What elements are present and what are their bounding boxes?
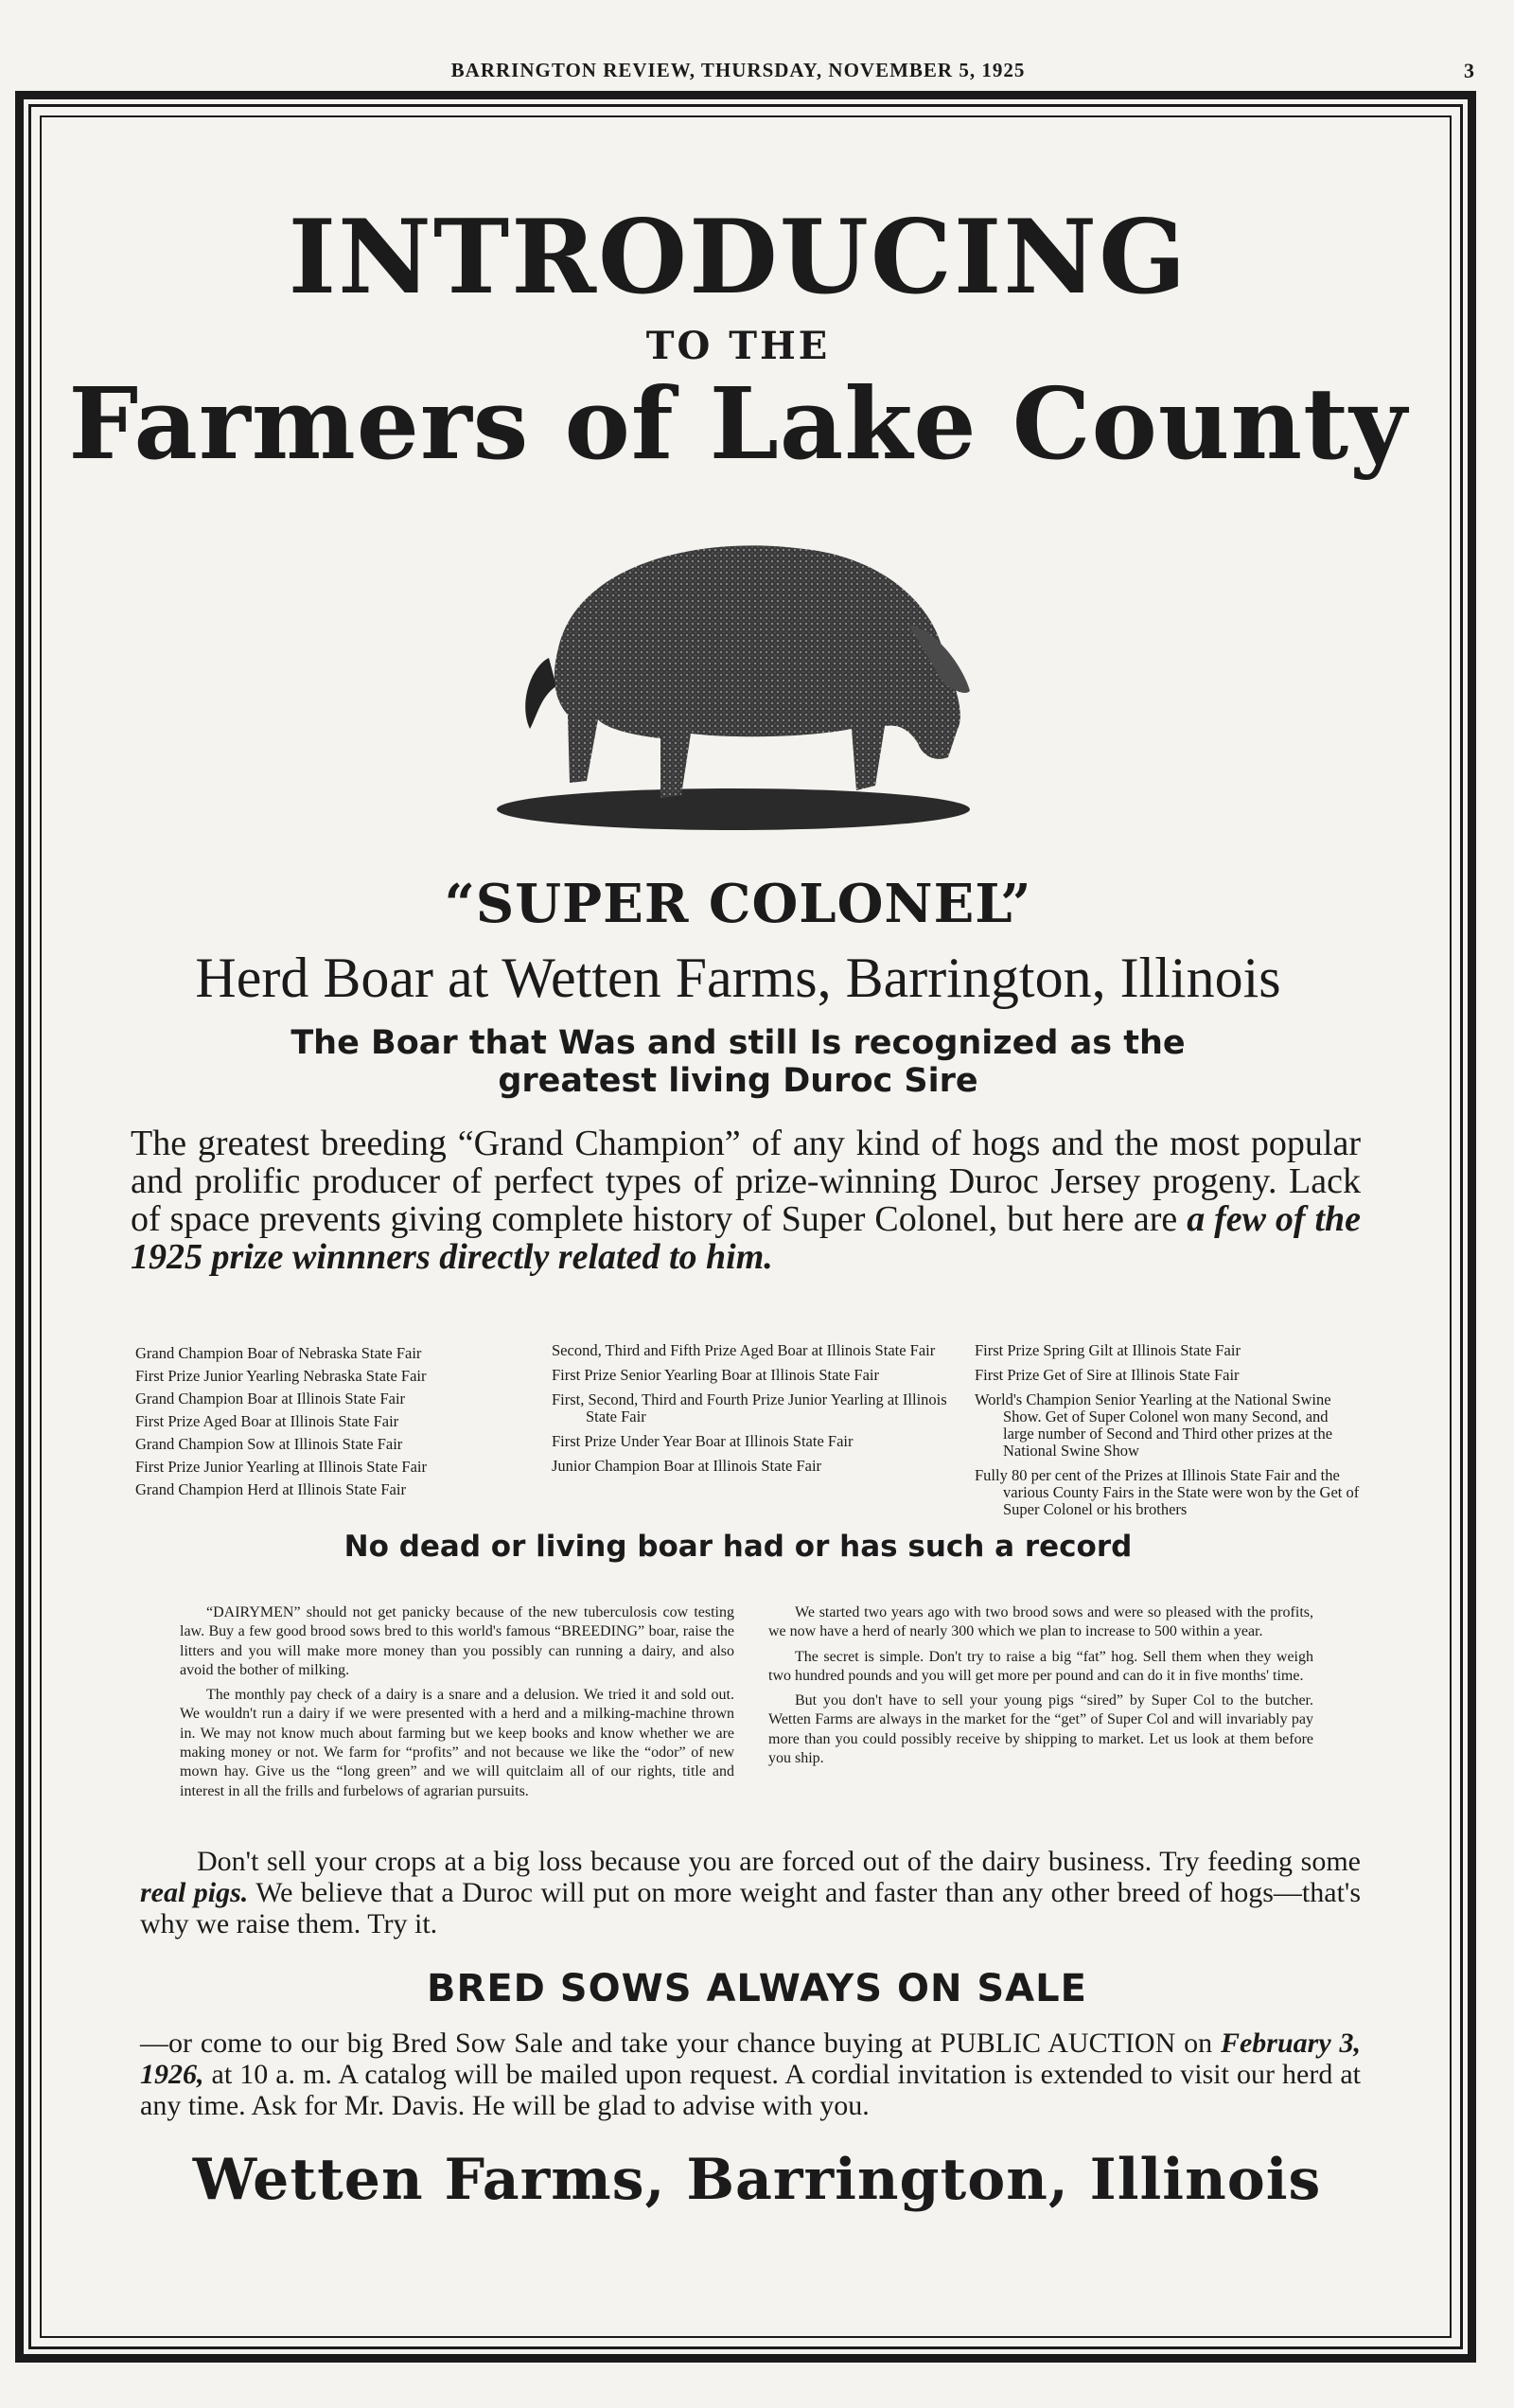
- intro-paragraph: [131, 1124, 1361, 1276]
- footer-farm-name: Wetten Farms, Barrington, Illinois: [192, 2147, 1322, 2213]
- page-number: 3: [1464, 59, 1474, 82]
- auction-text-end: at 10 a. m. A catalog will be mailed upon request. A cordial invitation is extended to visit our herd at any time. Ask for Mr. Davis. He will be glad to advise with you.: [140, 2059, 1361, 2121]
- masthead-title: BARRINGTON REVIEW, THURSDAY, NOVEMBER 5, 1925: [450, 59, 1026, 81]
- auction-text: —or come to our big Bred Sow Sale and take your chance buying at PUBLIC AUCTION on: [140, 2027, 1213, 2059]
- recognized-heading: The Boar that Was and still Is recognized as the greatest living Duroc Sire: [290, 1024, 1186, 1101]
- crops-text: Don't sell your crops at a big loss because you are forced out of the dairy business. Try feeding some: [197, 1846, 1361, 1877]
- crops-paragraph: [140, 1846, 1361, 1939]
- body-column-right: [768, 1603, 1313, 1774]
- prize-item: First, Second, Third and Fourth Prize Junior Yearling at Illinois State Fair: [552, 1390, 947, 1425]
- intro-emphasis: a few of the 1925 prize winnners directly related to him.: [131, 1199, 1362, 1277]
- auction-date: February 3, 1926,: [140, 2027, 1361, 2090]
- body-column-left: [180, 1603, 734, 1807]
- body-paragraph: But you don't have to sell your young pigs “sired” by Super Col to the butcher. Wetten Farms are always in the market for the “get” of Super Col and will invariably pay more than you could possibly receive by shipping to market. Let us look at them before you ship.: [768, 1692, 1313, 1767]
- headline-introducing: INTRODUCING: [288, 198, 1188, 317]
- prize-item: First Prize Junior Yearling at Illinois State Fair: [135, 1458, 427, 1476]
- prize-item: First Prize Junior Yearling Nebraska State Fair: [135, 1367, 427, 1385]
- body-paragraph: The monthly pay check of a dairy is a snare and a delusion. We tried it and sold out. We wouldn't run a dairy if we were presented with a herd and a milking-machine thrown in. We may not know much about farming but we keep books and know whether we are making money or not. We farm for “profits” and not because we like the “odor” of new mown hay. Give us the “long green” and we will quitclaim all of our rights, title and interest in all the frills and furbelows of agrarian pursuits.: [180, 1687, 734, 1799]
- auction-paragraph: [140, 2027, 1361, 2121]
- masthead: [0, 53, 1514, 91]
- headline-to-the: TO THE: [645, 324, 831, 368]
- headline-farmers: Farmers of Lake County: [68, 365, 1408, 482]
- prize-item: Fully 80 per cent of the Prizes at Illinois State Fair and the various County Fairs in the State were won by the Get of Super Colonel or his brothers: [975, 1466, 1360, 1518]
- prize-item: First Prize Aged Boar at Illinois State Fair: [135, 1412, 399, 1430]
- boar-illustration: [492, 525, 984, 857]
- body-paragraph: “DAIRYMEN” should not get panicky because of the new tuberculosis cow testing law. Buy a few good brood sows bred to this world's famous “BREEDING” boar, raise the litters and you will make more money than you possibly can running a dairy, and also avoid the bother of milking.: [180, 1604, 734, 1678]
- herd-boar-line: Herd Boar at Wetten Farms, Barrington, Illinois: [195, 947, 1281, 1009]
- bred-sows-heading: BRED SOWS ALWAYS ON SALE: [427, 1967, 1087, 2010]
- body-paragraph: We started two years ago with two brood sows and were so pleased with the profits, we now have a herd of nearly 300 which we plan to increase to 500 within a year.: [768, 1604, 1313, 1640]
- prize-item: Grand Champion Sow at Illinois State Fair: [135, 1435, 403, 1453]
- intro-text: The greatest breeding “Grand Champion” of any kind of hogs and the most popular and prolific producer of perfect types of prize-winning Duroc Jersey progeny. Lack of space prevents giving complete history of Super Colonel, but here are: [131, 1124, 1361, 1239]
- crops-text-end: We believe that a Duroc will put on more weight and faster than any other breed of hogs—that's why we raise them. Try it.: [140, 1877, 1361, 1939]
- prize-list-column-1: [135, 1342, 523, 1501]
- prize-item: First Prize Get of Sire at Illinois State Fair: [975, 1366, 1240, 1384]
- prize-item: First Prize Senior Yearling Boar at Illinois State Fair: [552, 1366, 880, 1384]
- prize-item: World's Champion Senior Yearling at the National Swine Show. Get of Super Colonel won many Second, and large number of Second and Third other prizes at the National Swine Show: [975, 1390, 1333, 1460]
- crops-emphasis: real pigs.: [140, 1877, 249, 1908]
- prize-item: Grand Champion Boar at Illinois State Fair: [135, 1390, 406, 1408]
- prize-item: First Prize Spring Gilt at Illinois State Fair: [975, 1341, 1241, 1359]
- prize-list-column-3: [975, 1342, 1363, 1526]
- boar-name: “SUPER COLONEL”: [444, 873, 1032, 935]
- body-paragraph: The secret is simple. Don't try to raise a big “fat” hog. Sell them when they weigh two hundred pounds and you will get more per pound and can do it in five months' time.: [768, 1648, 1313, 1684]
- prize-item: First Prize Under Year Boar at Illinois State Fair: [552, 1432, 854, 1450]
- prize-list-column-2: [552, 1342, 949, 1482]
- prize-item: Grand Champion Herd at Illinois State Fair: [135, 1480, 406, 1498]
- no-record-heading: No dead or living boar had or has such a record: [343, 1530, 1133, 1564]
- prize-item: Junior Champion Boar at Illinois State Fair: [552, 1457, 822, 1475]
- prize-item: Second, Third and Fifth Prize Aged Boar at Illinois State Fair: [552, 1341, 936, 1359]
- prize-item: Grand Champion Boar of Nebraska State Fair: [135, 1344, 422, 1362]
